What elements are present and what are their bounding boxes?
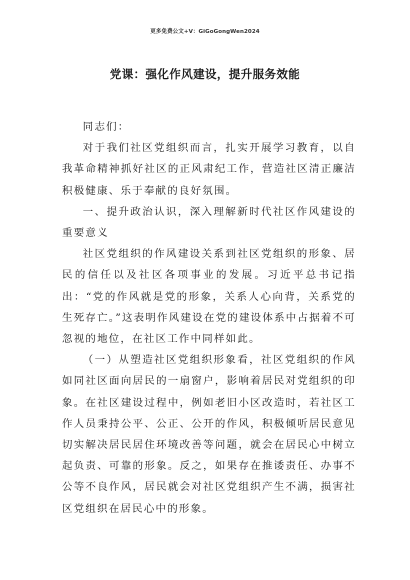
header-note: 更多免费公文+V：GiGoGongWen2024 [150,29,260,35]
paragraph: 对于我们社区党组织而言，扎实开展学习教育，以自我革命精神抓好社区的正风肃纪工作，营造社区清正廉洁积极健康、乐于奉献的良好氛围。 [62,142,356,197]
paragraph: （一）从塑造社区党组织形象看，社区党组织的作风如同社区面向居民的一扇窗户，影响着居民对党组织的印象。在社区建设过程中，例如老旧小区改造时，若社区工作人员秉持公平、公正、公开的作风，积极倾听居民意见切实解决居民居住环境改善等问题，就会在居民心中树立起负责、可靠的形象。反之，如果存在推诿责任、办事不公等不良作风，居民就会对社区党组织产生不满，损害社区党组织在居民心中的形象。 [62,354,356,515]
paragraph: 社区党组织的作风建设关系到社区党组织的形象、居民的信任以及社区各项事业的发展。习近平总书记指出：“党的作风就是党的形象，关系人心向背，关系党的生死存亡。”这表明作风建设在党的建设体系中占据着不可忽视的地位，在社区工作中同样如此。 [62,248,356,346]
greeting: 同志们： [82,121,130,133]
section-heading: 一、提升政治认识，深入理解新时代社区作风建设的重要意义 [62,205,356,240]
document-title: 党课：强化作风建设，提升服务效能 [109,67,301,81]
document-body [62,117,356,520]
